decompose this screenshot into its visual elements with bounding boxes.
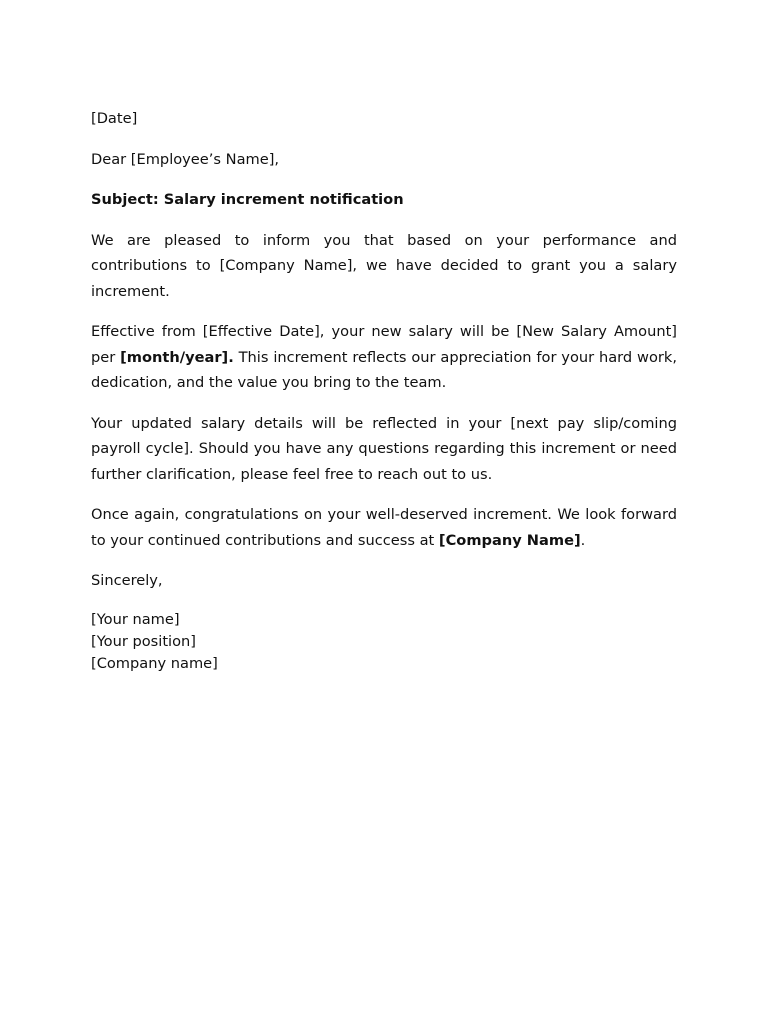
signature-block [91, 609, 677, 675]
signature-position: [Your position] [91, 632, 196, 650]
paragraph-salary-details [91, 319, 677, 396]
letter-date: [Date] [91, 110, 138, 127]
letter-subject: Subject: Salary increment notification [91, 191, 404, 208]
signature-name: [Your name] [91, 610, 180, 628]
paragraph-payroll-info: Your updated salary details will be reflected in your [next pay slip/coming payroll cycle]. Should you have any questions regarding this increment or need further clarification, please feel free to reach out to us. [91, 414, 677, 483]
signature-company: [Company name] [91, 654, 218, 672]
paragraph-congrats-text-end: . [580, 531, 586, 549]
letter-greeting: Dear [Employee’s Name], [91, 150, 280, 168]
paragraph-congratulations [91, 502, 677, 553]
paragraph-announcement: We are pleased to inform you that based on your performance and contributions to [Company Name], we have decided to grant you a salary increment. [91, 231, 677, 300]
pay-period-placeholder: [month/year]. [120, 348, 234, 366]
paragraph-salary-text-start: Effective from [Effective Date], your new salary will be [New Salary Amount] per [91, 323, 677, 366]
paragraph-congrats-text-start: Once again, congratulations on your well-deserved increment. We look forward to your continued contributions and success at [91, 506, 677, 549]
letter-body [91, 106, 677, 675]
company-name-placeholder: [Company Name] [438, 531, 581, 549]
letter-closing: Sincerely, [91, 572, 163, 589]
paragraph-salary-text-end: This increment reflects our appreciation for your hard work, dedication, and the value you bring to the team. [91, 348, 677, 391]
